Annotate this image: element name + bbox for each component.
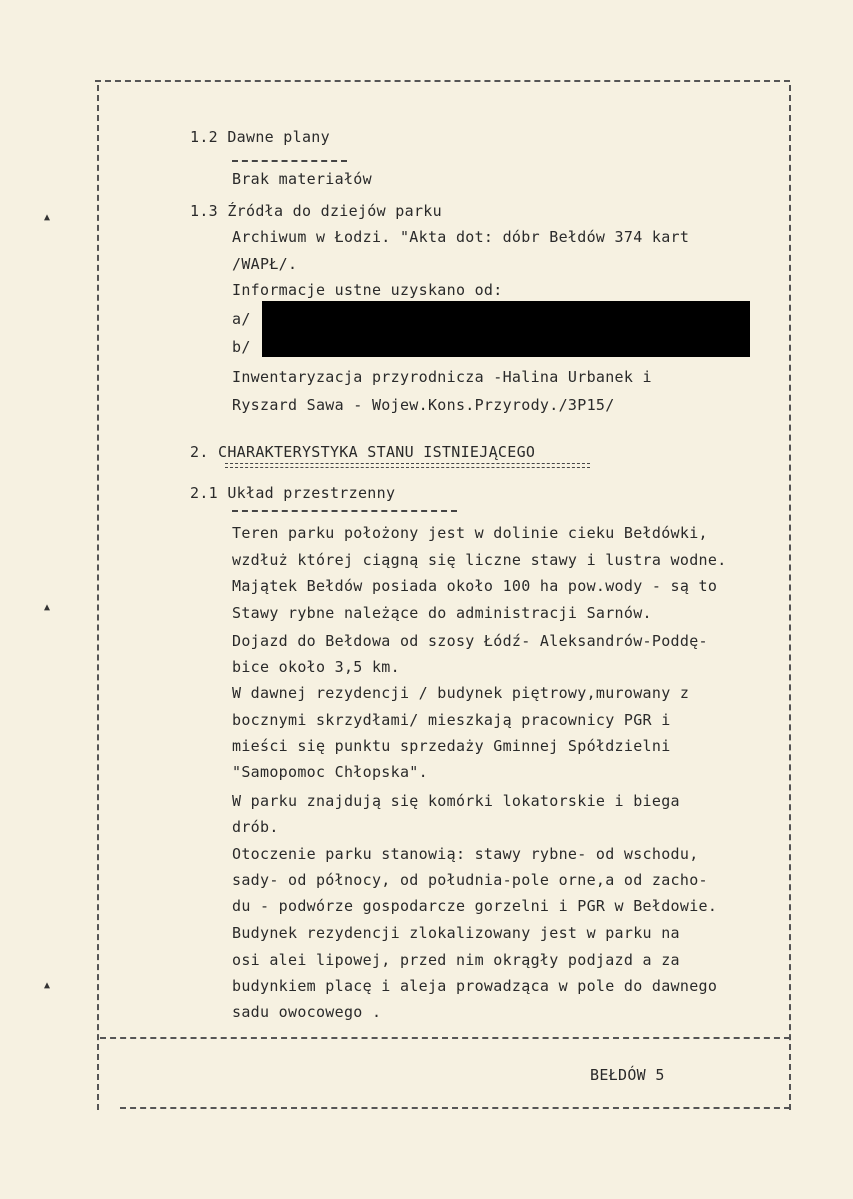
text-line: /WAPŁ/. [232,255,298,273]
text-line: Archiwum w Łodzi. "Akta dot: dóbr Bełdów 374 kart [232,228,690,246]
frame-left-border [97,85,99,1110]
section-heading: 2.1 Układ przestrzenny [190,484,396,502]
frame-right-border [789,85,791,1110]
heading-underline [232,160,347,162]
frame-bottom-border [120,1107,790,1109]
section-heading: 1.2 Dawne plany [190,128,330,146]
margin-mark: ▲ [44,212,51,223]
text-line: sadu owocowego . [232,1003,382,1021]
text-line: Budynek rezydencji zlokalizowany jest w parku na [232,924,680,942]
section-heading: 1.3 Źródła do dziejów parku [190,202,442,220]
text-line: mieści się punktu sprzedaży Gminnej Spółdzielni [232,737,671,755]
margin-mark: ▲ [44,980,51,991]
text-line: Stawy rybne należące do administracji Sarnów. [232,604,652,622]
text-line: Majątek Bełdów posiada około 100 ha pow.wody - są to [232,577,718,595]
text-line: du - podwórze gospodarcze gorzelni i PGR w Bełdowie. [232,897,718,915]
text-line: sady- od północy, od południa-pole orne,a od zacho- [232,871,708,889]
text-line: budynkiem placę i aleja prowadząca w pole do dawnego [232,977,718,995]
page-label: BEŁDÓW 5 [590,1066,665,1084]
heading-underline [232,510,457,512]
text-line: a/ [232,310,251,328]
text-line: W parku znajdują się komórki lokatorskie i biega [232,792,680,810]
text-line: b/ [232,338,251,356]
text-line: W dawnej rezydencji / budynek piętrowy,murowany z [232,684,690,702]
text-line: osi alei lipowej, przed nim okrągły podjazd a za [232,951,680,969]
frame-middle-border [100,1037,790,1039]
text-line: Dojazd do Bełdowa od szosy Łódź- Aleksandrów-Poddę- [232,632,708,650]
text-line: wzdłuż której ciągną się liczne stawy i lustra wodne. [232,551,727,569]
text-line: drób. [232,818,279,836]
text-line: Otoczenie parku stanowią: stawy rybne- od wschodu, [232,845,699,863]
text-line: Inwentaryzacja przyrodnicza -Halina Urbanek i [232,368,652,386]
text-line: bocznymi skrzydłami/ mieszkają pracownicy PGR i [232,711,671,729]
frame-top-border [95,80,790,82]
text-line: Ryszard Sawa - Wojew.Kons.Przyrody./3P15/ [232,396,615,414]
text-line: Teren parku położony jest w dolinie cieku Bełdówki, [232,524,708,542]
section-heading: 2. CHARAKTERYSTYKA STANU ISTNIEJĄCEGO [190,443,536,461]
text-line: bice około 3,5 km. [232,658,400,676]
section-text: Brak materiałów [232,170,372,188]
margin-mark: ▲ [44,602,51,613]
text-line: Informacje ustne uzyskano od: [232,281,503,299]
text-line: "Samopomoc Chłopska". [232,763,428,781]
heading-double-underline [225,463,590,468]
redaction-bar [262,301,750,357]
